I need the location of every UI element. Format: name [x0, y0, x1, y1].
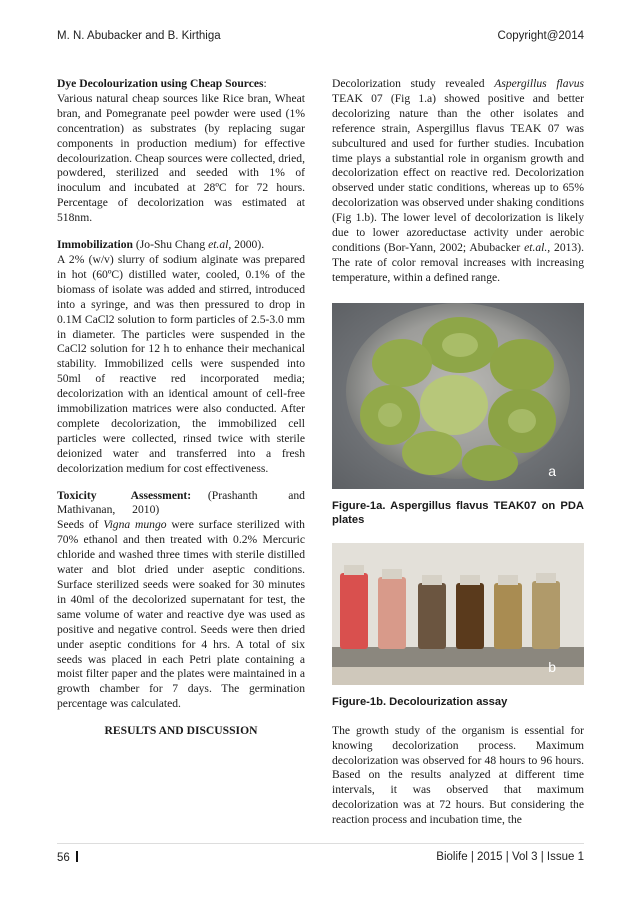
- section-cheap-sources: Dye Decolourization using Cheap Sources: Various natural cheap sources like Rice bran, Wheat bran, and Pomegranate peel powder were used (1% concentration) as substrates (by replacing sugar components in production medium) for effective decolourization. Cheap sources were collected, dried, powdered, sterilized and seeded with 1% of inoculum and incubated at 28ºC for 72 hours. Percentage of decolorization was estimated at 518nm.: [57, 77, 305, 225]
- ref-toxicity: (Prashanth and Mathivanan, 2010): [57, 488, 305, 517]
- figure-1a-letter: a: [548, 462, 556, 479]
- footer-journal: Biolife | 2015 | Vol 3 | Issue 1: [436, 851, 584, 863]
- right-column: [332, 77, 584, 840]
- section-immobilization: Immobilization (Jo-Shu Chang et.al, 2000). A 2% (w/v) slurry of sodium alginate was prepared in hot (60ºC) distilled water, cooled, 0.1% of the biomass of isolate was added and stirred, introduced into a syringe, and was then pressured to drop in 0.1M CaCl2 solution to form particles of 2.5-3.0 mm in diameter. The particles were suspended in the CaCl2 solution for 12 h to enhance their mechanical stability. Immobilized cells were suspended into 50ml of reactive red incorporated media; decolorization with an identical amount of cell-free immobilization matrices were also conducted. After complete decolorization, the immobilized cell particles were collected, rinsed twice with sterile deionized water and transferred into a fresh decolorization medium for cost effectiveness.: [57, 238, 305, 475]
- petri-plate-photo: [332, 303, 584, 489]
- body-toxicity: were surface sterilized with 70% ethanol and then treated with 0.2% Mercuric chloride and washed three times with sterile distilled water and blot dried under aseptic conditions. Surface sterilized seeds were soaked for 30 minutes in 40ml of the decolorized supernatant for test, the same volume of water and reactive dye was used as positive and negative control. Seeds were then dried under aseptic conditions for 4 hrs. A total of six seeds was placed in each Petri plate containing a moist filter paper and the plates were maintained in a growth chamber for 7 days. The germination percentage was calculated.: [57, 518, 305, 711]
- header-authors: M. N. Abubacker and B. Kirthiga: [57, 30, 221, 42]
- left-column: [57, 77, 305, 739]
- section-toxicity: Toxicity Assessment: (Prashanth and Mathivanan, 2010) Seeds of Vigna mungo were surface sterilized with 70% ethanol and then treated with 0.2% Mercuric chloride and washed three times with sterile distilled water and blot dried under aseptic conditions. Surface sterilized seeds were soaked for 30 minutes in 40ml of the decolorized supernatant for test, the same volume of water and reactive dye was used as positive and negative control. Seeds were then dried under aseptic conditions for 4 hrs. A total of six seeds was placed in each Petri plate containing a moist filter paper and the plates were maintained in a growth chamber for 7 days. The germination percentage was calculated.: [57, 488, 305, 711]
- heading-toxicity: Toxicity Assessment:: [57, 488, 192, 502]
- figure-1b-image: [332, 543, 584, 685]
- bottle-5: [494, 583, 522, 649]
- page-number: 56: [57, 852, 70, 864]
- bottle-4: [456, 583, 484, 649]
- footer-divider: [57, 843, 584, 844]
- footer-bar: [76, 851, 78, 862]
- bottle-6: [532, 581, 560, 649]
- heading-immobilization: Immobilization: [57, 238, 134, 252]
- footer-page: [57, 851, 78, 864]
- paragraph-decolorization: Decolorization study revealed Aspergillus flavus TEAK 07 (Fig 1.a) showed positive and better decolorizing nature than the other isolates and reference strain, Aspergillus flavus TEAK 07 was subcultured and used for further studies. Incubation time plays a substantial role in organism growth and decolorization effect on reactive red. Decolorization observed under static conditions, whereas up to 65% decolorization was observed under shaking conditions (Fig 1.b). The lower level of decolorization is likely due to lower azoreductase activity under aerobic conditions (Bor-Yann, 2002; Abubacker et.al., 2013). The rate of color removal increases with increasing temperature, within a defined range.: [332, 77, 585, 284]
- figure-1a-caption: Figure-1a. Aspergillus flavus TEAK07 on PDA plates: [332, 499, 584, 526]
- header-copyright: Copyright@2014: [497, 30, 584, 42]
- figure-1b-caption: Figure-1b. Decolourization assay: [332, 695, 508, 708]
- heading-cheap-sources: Dye Decolourization using Cheap Sources: [57, 77, 264, 90]
- figure-1b-letter: b: [548, 658, 556, 675]
- test-tubes-photo: [332, 543, 584, 685]
- body-immobilization: A 2% (w/v) slurry of sodium alginate was prepared in hot (60ºC) distilled water, cooled, 0.1% of the biomass of isolate was added and stirred, introduced into a syringe, and was then pressured to drop in 0.1M CaCl2 solution to form particles of 2.5-3.0 mm in diameter. The particles were suspended in the CaCl2 solution for 12 h to enhance their mechanical stability. Immobilized cells were suspended into 50ml of reactive red incorporated media; decolorization with an identical amount of cell-free immobilization matrices were also conducted. After complete decolorization, the immobilized cell particles were collected, rinsed twice with sterile deionized water and transferred into a fresh decolorization medium for cost effectiveness.: [57, 252, 305, 475]
- bottle-2: [378, 577, 406, 649]
- paragraph-growth-study: The growth study of the organism is essential for knowing decolorization process. Maximum decolorization was observed for 48 hours to 96 hours. Based on the results analyzed at different time intervals, it was observed that maximum decolorization was at 72 hours. But considering the reaction process and incubation time, the: [332, 723, 584, 827]
- heading-results: RESULTS AND DISCUSSION: [104, 724, 258, 738]
- figure-1a-image: [332, 303, 584, 489]
- bottle-1: [340, 573, 368, 649]
- bottle-3: [418, 583, 446, 649]
- species-vigna: Vigna mungo: [103, 518, 167, 532]
- body-cheap-sources: Various natural cheap sources like Rice bran, Wheat bran, and Pomegranate peel powder were used (1% concentration) as substrates (by replacing sugar components in production medium) for effective decolourization. Cheap sources were collected, dried, powdered, sterilized and seeded with 1% of inoculum and incubated at 28ºC for 72 hours. Percentage of decolorization was estimated at 518nm.: [57, 91, 305, 225]
